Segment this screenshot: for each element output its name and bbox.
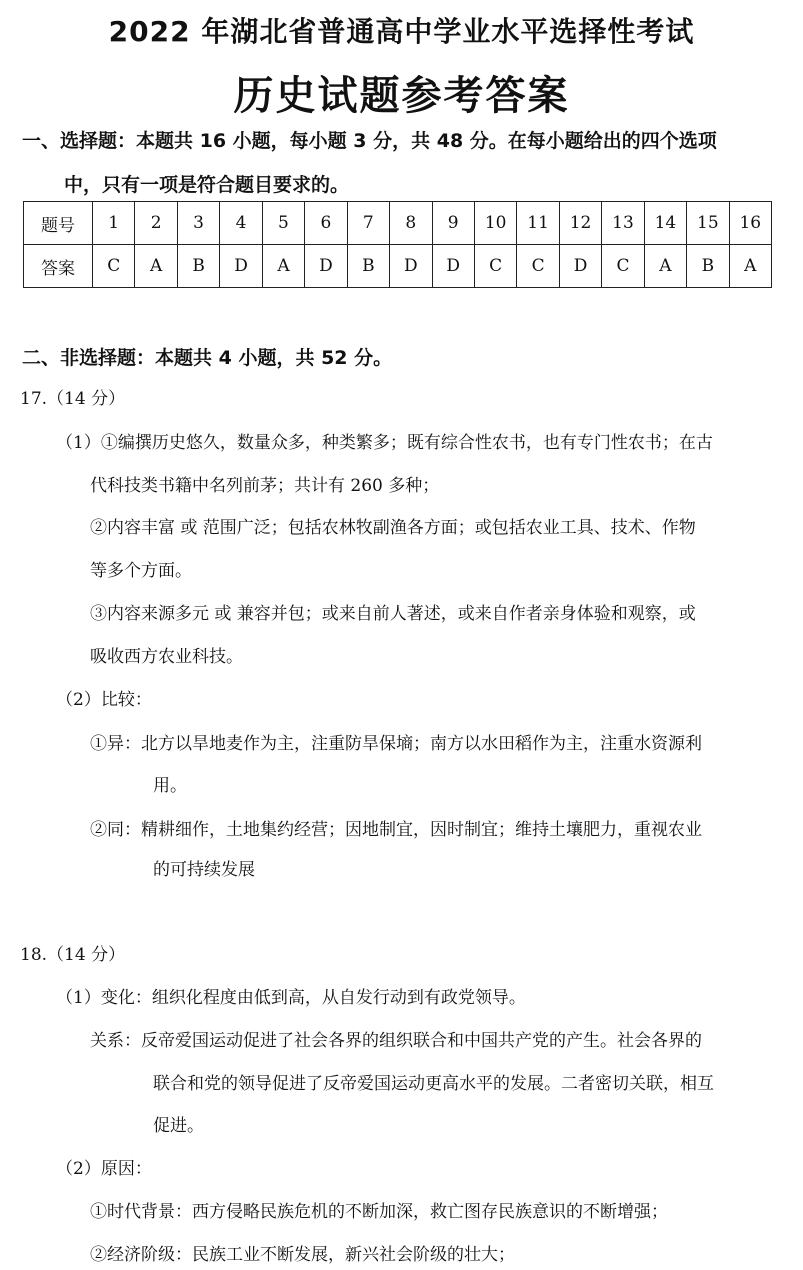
question-number: 2	[135, 202, 177, 245]
row-label-answer: 答案	[24, 245, 93, 288]
question-number: 3	[177, 202, 219, 245]
document-title: 2022 年湖北省普通高中学业水平选择性考试	[108, 15, 695, 48]
answer-cell: B	[347, 245, 389, 288]
q17-part1-line: ②内容丰富 或 范围广泛；包括农林牧副渔各方面；或包括农业工具、技术、作物	[90, 518, 696, 538]
question-number: 13	[602, 202, 644, 245]
question-number: 5	[262, 202, 304, 245]
q17-part1-line: 代科技类书籍中名列前茅；共计有 260 多种；	[90, 476, 440, 496]
answer-cell: A	[729, 245, 771, 288]
q17-part1-line: 等多个方面。	[90, 561, 192, 581]
q18-part1-line: 关系：反帝爱国运动促进了社会各界的组织联合和中国共产党的产生。社会各界的	[90, 1031, 702, 1051]
question-number: 10	[474, 202, 516, 245]
section1-heading-line1: 一、选择题：本题共 16 小题，每小题 3 分，共 48 分。在每小题给出的四个选项	[22, 130, 717, 152]
answer-cell: A	[262, 245, 304, 288]
question-number: 9	[432, 202, 474, 245]
q18-part1-line: 促进。	[153, 1116, 204, 1136]
q18-header: 18.（14 分）	[20, 945, 126, 965]
answer-cell: D	[305, 245, 347, 288]
question-number: 14	[644, 202, 686, 245]
question-number: 7	[347, 202, 389, 245]
answer-cell: D	[390, 245, 432, 288]
answer-cell: C	[602, 245, 644, 288]
document-subtitle: 历史试题参考答案	[233, 73, 570, 119]
answer-table	[23, 201, 772, 288]
section2-heading: 二、非选择题：本题共 4 小题，共 52 分。	[22, 347, 393, 369]
q17-part2-line: 的可持续发展	[153, 860, 255, 880]
question-number: 4	[220, 202, 262, 245]
answer-table-number-row	[24, 202, 772, 245]
row-label-number: 题号	[24, 202, 93, 245]
q17-part2-line: ②同：精耕细作，土地集约经营；因地制宜，因时制宜；维持土壤肥力，重视农业	[90, 820, 702, 840]
answer-cell: B	[177, 245, 219, 288]
answer-cell: B	[687, 245, 729, 288]
answer-cell: D	[432, 245, 474, 288]
answer-cell: D	[559, 245, 601, 288]
question-number: 15	[687, 202, 729, 245]
q17-part1-line: （1）①编撰历史悠久，数量众多，种类繁多；既有综合性农书，也有专门性农书；在古	[56, 433, 713, 453]
answer-cell: D	[220, 245, 262, 288]
q18-part1-line: 联合和党的领导促进了反帝爱国运动更高水平的发展。二者密切关联，相互	[153, 1074, 714, 1094]
q18-part2-line: ②经济阶级：民族工业不断发展，新兴社会阶级的壮大；	[90, 1245, 515, 1265]
answer-cell: C	[517, 245, 559, 288]
question-number: 6	[305, 202, 347, 245]
question-number: 16	[729, 202, 771, 245]
answer-cell: C	[474, 245, 516, 288]
q18-part2-line: （2）原因：	[56, 1159, 152, 1179]
answer-cell: C	[93, 245, 135, 288]
question-number: 12	[559, 202, 601, 245]
section1-heading-line2: 中，只有一项是符合题目要求的。	[64, 174, 350, 196]
q17-part2-line: ①异：北方以旱地麦作为主，注重防旱保墒；南方以水田稻作为主，注重水资源利	[90, 734, 702, 754]
q17-header: 17.（14 分）	[20, 389, 126, 409]
q17-part1-line: 吸收西方农业科技。	[90, 647, 243, 667]
q18-part2-line: ①时代背景：西方侵略民族危机的不断加深，救亡图存民族意识的不断增强；	[90, 1202, 668, 1222]
q17-part2-line: （2）比较：	[56, 690, 152, 710]
q17-part1-line: ③内容来源多元 或 兼容并包；或来自前人著述，或来自作者亲身体验和观察，或	[90, 604, 696, 624]
question-number: 11	[517, 202, 559, 245]
answer-cell: A	[644, 245, 686, 288]
answer-table-answer-row	[24, 245, 772, 288]
q18-part1-line: （1）变化：组织化程度由低到高，从自发行动到有政党领导。	[56, 988, 526, 1008]
answer-cell: A	[135, 245, 177, 288]
question-number: 8	[390, 202, 432, 245]
question-number: 1	[93, 202, 135, 245]
q17-part2-line: 用。	[153, 776, 187, 796]
